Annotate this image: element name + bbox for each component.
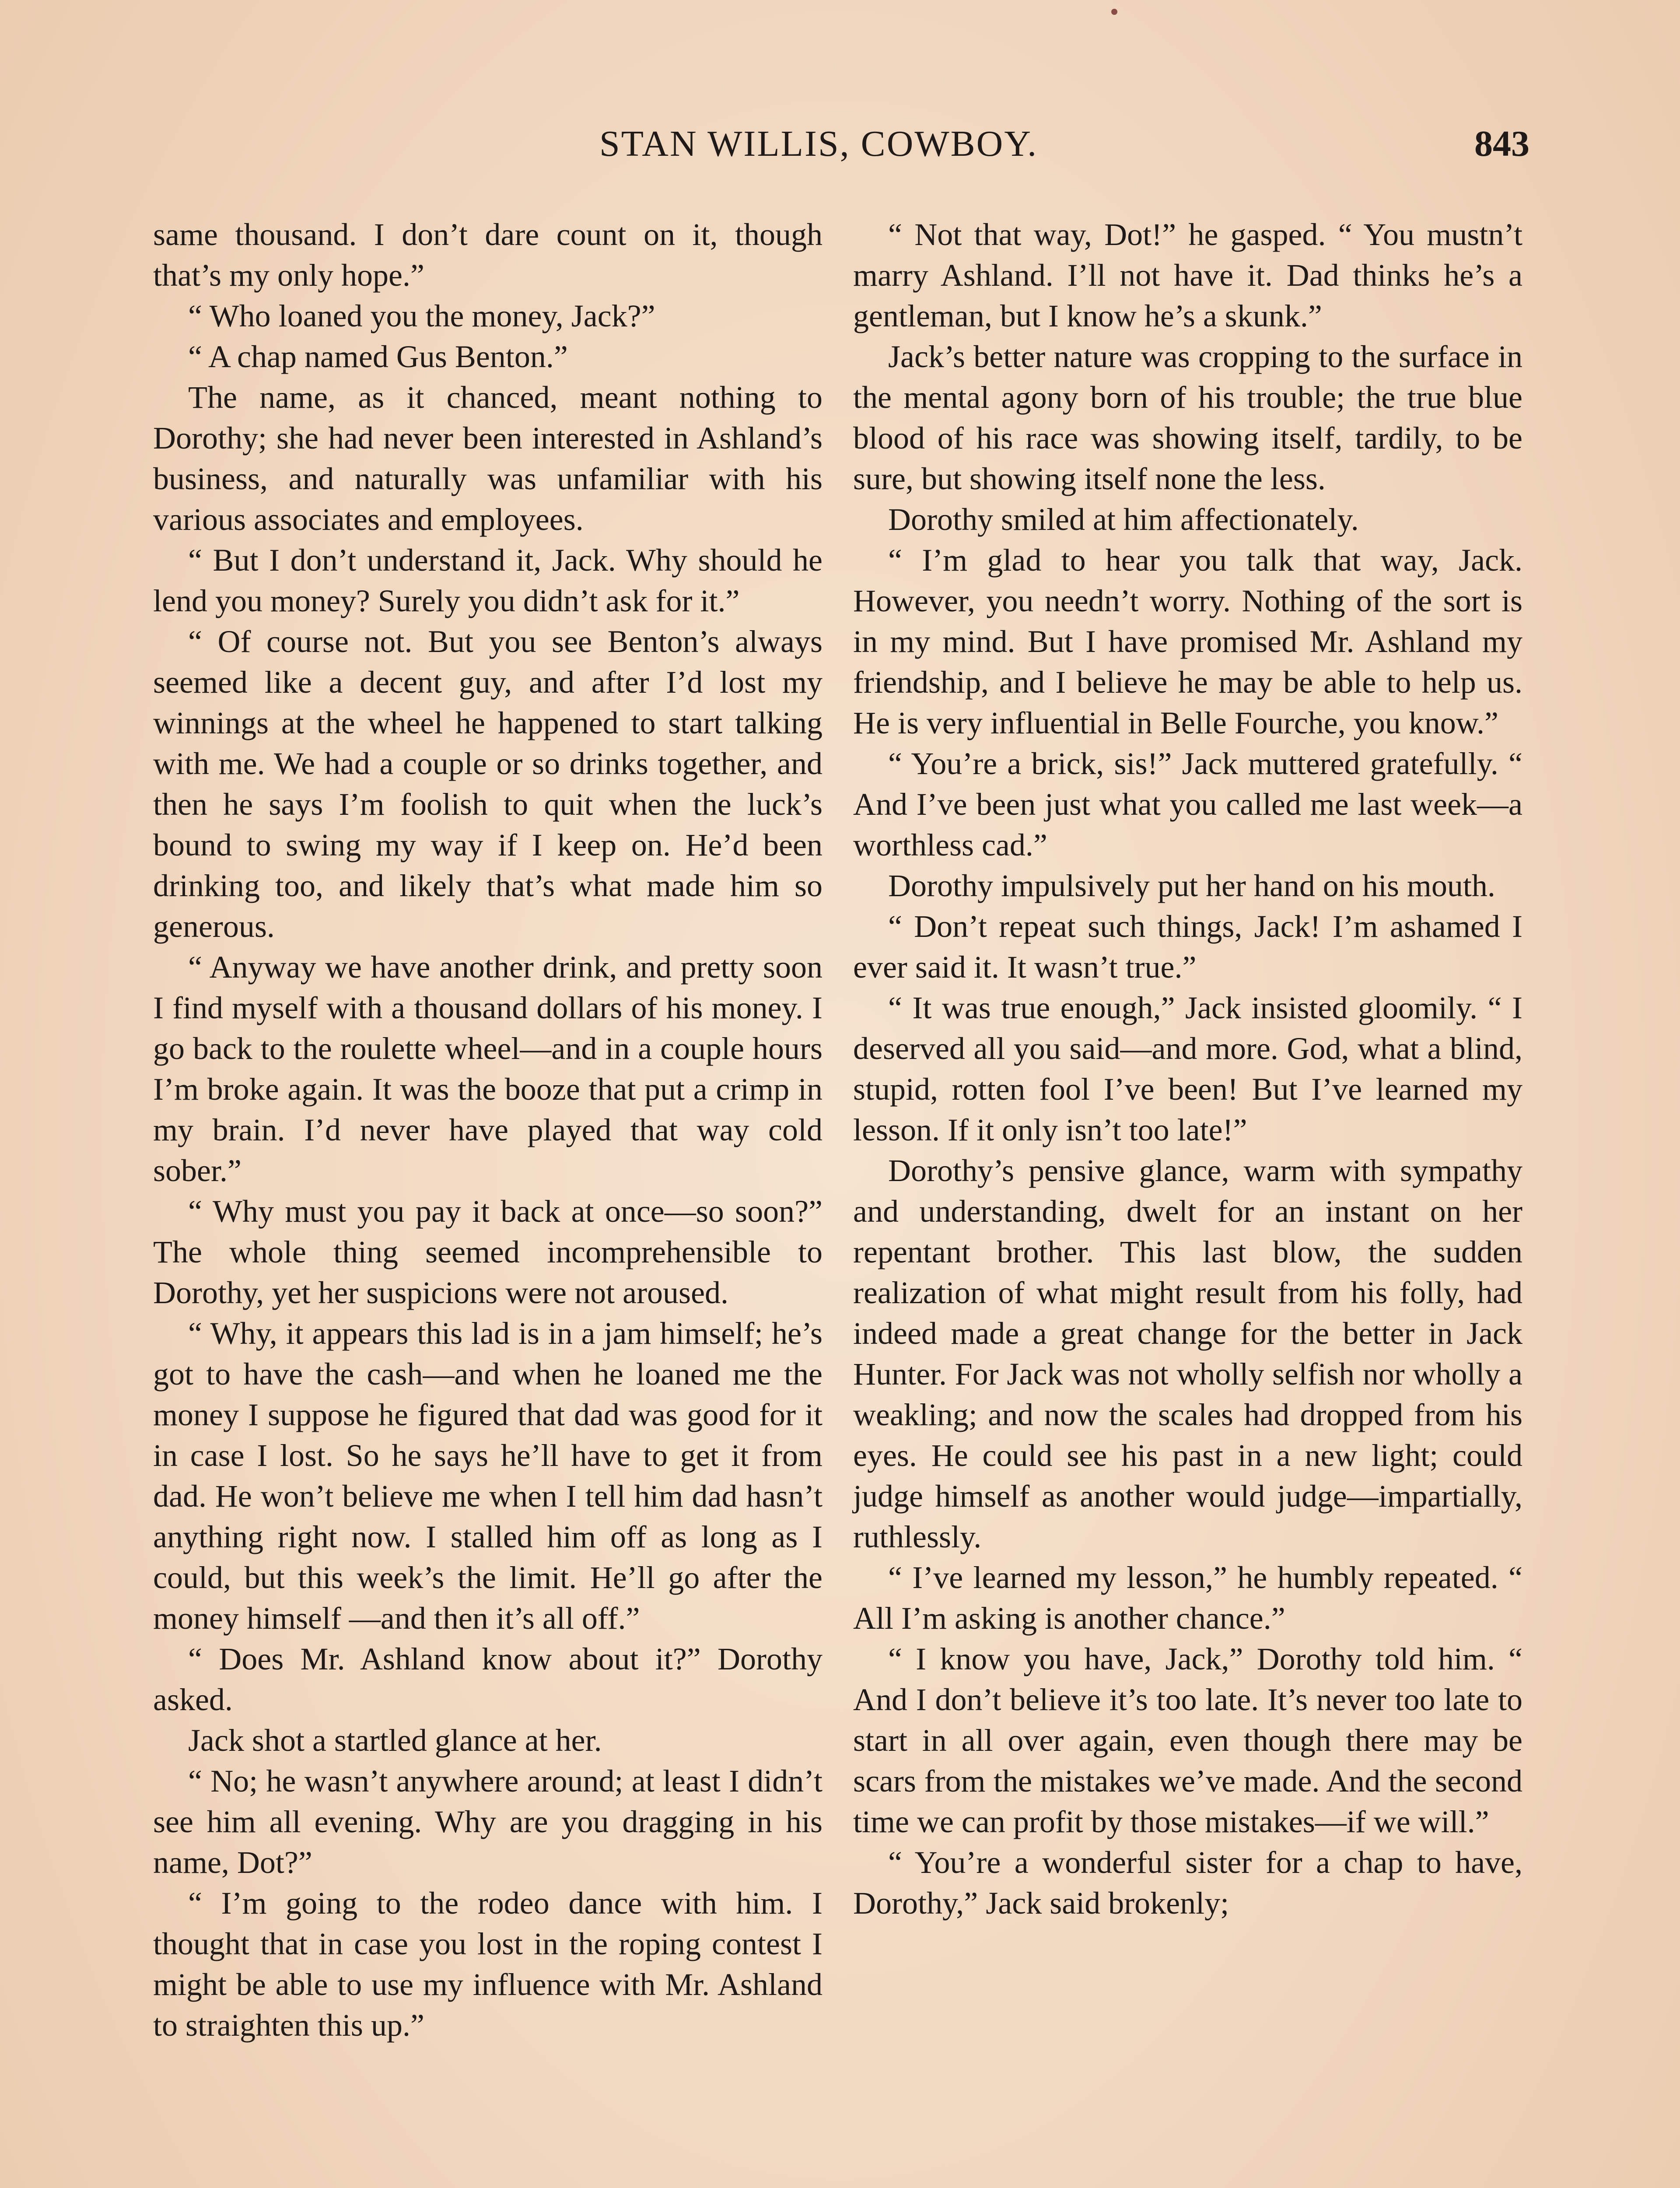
paragraph: “ I’m going to the rodeo dance with him. I thought that in case you lost in the roping contest I might be able to use my influence with Mr. Ashland to straighten this up.” bbox=[153, 1886, 822, 2043]
paragraph: “ You’re a brick, sis!” Jack muttered gratefully. “ And I’ve been just what you called me last week—a worthless cad.” bbox=[853, 746, 1522, 863]
page-header bbox=[0, 123, 1680, 171]
ink-speck bbox=[1111, 9, 1117, 15]
paragraph: “ Who loaned you the money, Jack?” bbox=[188, 298, 655, 333]
paragraph: same thousand. I don’t dare count on it, though that’s my only hope.” bbox=[153, 217, 822, 293]
paragraph: “ No; he wasn’t anywhere around; at least I didn’t see him all evening. Why are you dragging in his name, Dot?” bbox=[153, 1764, 822, 1880]
paragraph: “ Of course not. But you see Benton’s always seemed like a decent guy, and after I’d lost my winnings at the wheel he happened to start talking with me. We had a couple or so drinks together, and then he says I’m foolish to quit when the luck’s bound to swing my way if I keep on. He’d been drinking too, and likely that’s what made him so generous. bbox=[153, 624, 822, 944]
paragraph: “ A chap named Gus Benton.” bbox=[188, 339, 568, 374]
paragraph: “ Don’t repeat such things, Jack! I’m ashamed I ever said it. It wasn’t true.” bbox=[853, 909, 1522, 985]
paragraph: “ I know you have, Jack,” Dorothy told him. “ And I don’t believe it’s too late. It’s never too late to start in all over again, even though there may be scars from the mistakes we’ve made. And the second time we can profit by those mistakes—if we will.” bbox=[853, 1641, 1522, 1839]
left-column bbox=[153, 214, 822, 2046]
paragraph: “ Anyway we have another drink, and pretty soon I find myself with a thousand dollars of his money. I go back to the roulette wheel—and in a couple hours I’m broke again. It was the booze that put a crimp in my brain. I’d never have played that way cold sober.” bbox=[153, 950, 822, 1188]
paragraph: The name, as it chanced, meant nothing to Dorothy; she had never been interested in Ashland’s business, and naturally was unfamiliar with his various associates and employees. bbox=[153, 380, 822, 537]
paragraph: “ You’re a wonderful sister for a chap to have, Dorothy,” Jack said brokenly; bbox=[853, 1845, 1522, 1921]
paragraph: Jack’s better nature was cropping to the surface in the mental agony born of his trouble; the true blue blood of his race was showing itself, tardily, to be sure, but showing itself none the less. bbox=[853, 339, 1522, 496]
running-title: STAN WILLIS, COWBOY. bbox=[599, 123, 1038, 164]
paragraph: “ Does Mr. Ashland know about it?” Dorothy asked. bbox=[153, 1641, 822, 1717]
right-column bbox=[853, 214, 1522, 1924]
paragraph: “ It was true enough,” Jack insisted gloomily. “ I deserved all you said—and more. God, what a blind, stupid, rotten fool I’ve been! But I’ve learned my lesson. If it only isn’t too late!” bbox=[853, 990, 1522, 1147]
paragraph: “ Not that way, Dot!” he gasped. “ You mustn’t marry Ashland. I’ll not have it. Dad thinks he’s a gentleman, but I know he’s a skunk.” bbox=[853, 217, 1522, 333]
paragraph: “ Why must you pay it back at once—so soon?” The whole thing seemed incomprehensible to Dorothy, yet her suspicions were not aroused. bbox=[153, 1194, 822, 1310]
paragraph: Dorothy impulsively put her hand on his mouth. bbox=[888, 868, 1495, 903]
paragraph: Dorothy’s pensive glance, warm with sympathy and understanding, dwelt for an instant on her repentant brother. This last blow, the sudden realization of what might result from his folly, had indeed made a great change for the better in Jack Hunter. For Jack was not wholly selfish nor wholly a weakling; and now the scales had dropped from his eyes. He could see his past in a new light; could judge himself as another would judge—impartially, ruthlessly. bbox=[853, 1153, 1522, 1554]
paragraph: “ I’m glad to hear you talk that way, Jack. However, you needn’t worry. Nothing of the sort is in my mind. But I have promised Mr. Ashland my friendship, and I believe he may be able to help us. He is very influential in Belle Fourche, you know.” bbox=[853, 543, 1522, 740]
page-number: 843 bbox=[1474, 123, 1530, 164]
paragraph: “ But I don’t understand it, Jack. Why should he lend you money? Surely you didn’t ask for it.” bbox=[153, 543, 822, 618]
paragraph: “ Why, it appears this lad is in a jam himself; he’s got to have the cash—and when he loaned me the money I suppose he figured that dad was good for it in case I lost. So he says he’ll have to get it from dad. He won’t believe me when I tell him dad hasn’t anything right now. I stalled him off as long as I could, but this week’s the limit. He’ll go after the money himself —and then it’s all off.” bbox=[153, 1316, 822, 1636]
paragraph: Dorothy smiled at him affectionately. bbox=[888, 502, 1359, 537]
paragraph: Jack shot a startled glance at her. bbox=[188, 1723, 602, 1758]
paragraph: “ I’ve learned my lesson,” he humbly repeated. “ All I’m asking is another chance.” bbox=[853, 1560, 1522, 1636]
